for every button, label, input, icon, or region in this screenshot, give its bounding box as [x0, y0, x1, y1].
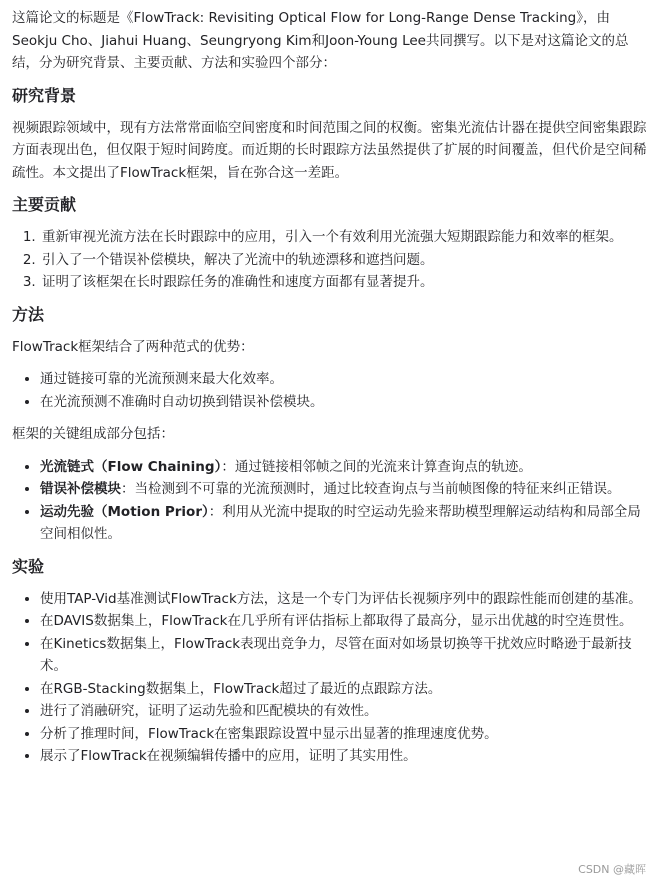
method-intro: FlowTrack框架结合了两种范式的优势：	[12, 338, 254, 355]
section-title-contributions: 主要贡献	[12, 195, 77, 214]
component-name: 运动先验（Motion Prior）	[40, 503, 209, 520]
component-desc: 通过链接相邻帧之间的光流来计算查询点的轨迹。	[234, 458, 532, 475]
components-intro: 框架的关键组成部分包括：	[12, 426, 174, 442]
article-body	[12, 7, 650, 778]
list-item: • 使用TAP-Vid基准测试FlowTrack方法，这是一个专门为评估长视频序列中的跟踪性能而创建的基准。	[40, 588, 650, 611]
list-item: 3. 证明了该框架在长时跟踪任务的准确性和速度方面都有显著提升。	[40, 271, 650, 294]
list-item: • 通过链接可靠的光流预测来最大化效率。	[40, 368, 650, 391]
separator: ：	[208, 503, 223, 520]
list-item	[40, 456, 650, 479]
separator: ：	[121, 481, 135, 497]
list-item: • 在Kinetics数据集上，FlowTrack表现出竞争力，尽管在面对如场景切换等干扰效应时略逊于最新技术。	[40, 633, 650, 678]
component-desc: 当检测到不可靠的光流预测时，通过比较查询点与当前帧图像的特征来纠正错误。	[134, 481, 621, 497]
list-item: 2. 引入了一个错误补偿模块，解决了光流中的轨迹漂移和遮挡问题。	[40, 249, 650, 272]
list-item	[40, 501, 650, 546]
list-item: • 在RGB-Stacking数据集上，FlowTrack超过了最近的点跟踪方法。	[40, 678, 650, 701]
section-title-background: 研究背景	[12, 85, 77, 105]
component-desc: 利用从光流中提取的时空运动先验来帮助模型理解运动结构和局部全局空间相似性。	[40, 503, 641, 542]
method-components-list	[12, 456, 650, 546]
experiments-list	[12, 588, 650, 768]
list-item: 1. 重新审视光流方法在长时跟踪中的应用，引入一个有效利用光流强大短期跟踪能力和效率的框架。	[40, 226, 650, 249]
list-item: • 展示了FlowTrack在视频编辑传播中的应用，证明了其实用性。	[40, 745, 650, 768]
list-item: • 在光流预测不准确时自动切换到错误补偿模块。	[40, 391, 650, 414]
component-name: 光流链式（Flow Chaining）	[40, 458, 222, 475]
section-title-method: 方法	[12, 304, 45, 324]
watermark: CSDN @藏晖	[578, 863, 646, 876]
list-item: • 进行了消融研究，证明了运动先验和匹配模块的有效性。	[40, 700, 650, 723]
background-paragraph: 视频跟踪领域中，现有方法常常面临空间密度和时间范围之间的权衡。密集光流估计器在提供空间密集跟踪方面表现出色，但仅限于短时间跨度。而近期的长时跟踪方法虽然提供了扩展的时间覆盖，但代价是空间稀疏性。本文提出了FlowTrack框架，旨在弥合这一差距。	[12, 119, 647, 181]
separator: ：	[221, 458, 235, 475]
method-advantages-list	[12, 368, 650, 413]
component-name: 错误补偿模块	[40, 481, 121, 497]
intro-paragraph: 这篇论文的标题是《FlowTrack: Revisiting Optical Flow for Long-Range Dense Tracking》，由Seokju Cho、Jiahui Huang、Seungryong Kim和Joon-Young Lee共同撰写。以下是对这篇论文的总结，分为研究背景、主要贡献、方法和实验四个部分：	[12, 10, 629, 71]
section-title-experiments: 实验	[12, 556, 45, 576]
list-item	[40, 478, 650, 501]
list-item: • 在DAVIS数据集上，FlowTrack在几乎所有评估指标上都取得了最高分，显示出优越的时空连贯性。	[40, 610, 650, 633]
list-item: • 分析了推理时间，FlowTrack在密集跟踪设置中显示出显著的推理速度优势。	[40, 723, 650, 746]
contributions-list	[12, 226, 650, 294]
